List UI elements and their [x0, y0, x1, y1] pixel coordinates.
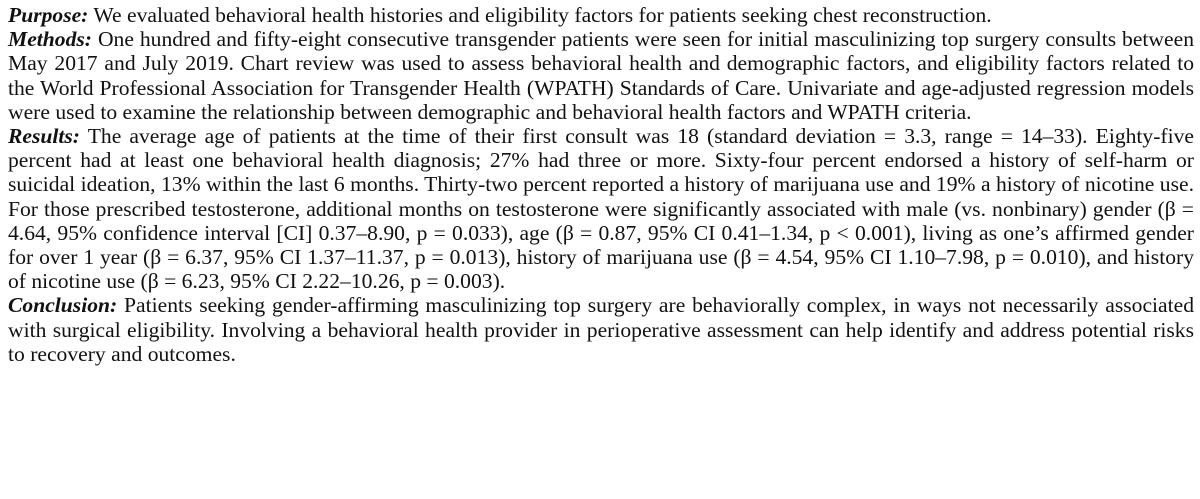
methods-text: One hundred and fifty-eight consecutive transgender patients were seen for initial masculinizing top surgery consults between May 2017 and July 2019. Chart review was used to assess behavioral health and demographic factors, and eligibility factors related to the World Professional Association for Transgender Health (WPATH) Standards of Care. Univariate and age-adjusted regression models were used to examine the relationship between demographic and behavioral health factors and WPATH criteria. — [8, 27, 1194, 124]
results-label: Results: — [8, 124, 80, 149]
abstract-body — [8, 3, 1194, 366]
purpose-text: We evaluated behavioral health histories and eligibility factors for patients seeking chest reconstruction. — [93, 3, 992, 27]
methods-label: Methods: — [8, 27, 92, 52]
results-section — [8, 124, 1194, 293]
results-text: The average age of patients at the time of their first consult was 18 (standard deviation = 3.3, range = 14–33). Eighty-five percent had at least one behavioral health diagnosis; 27% had three or more. Sixty-four percent endorsed a history of self-harm or suicidal ideation, 13% within the last 6 months. Thirty-two percent reported a history of marijuana use and 19% a history of nicotine use. For those prescribed testosterone, additional months on testosterone were significantly associated with male (vs. nonbinary) gender (β = 4.64, 95% confidence interval [CI] 0.37–8.90, p = 0.033), age (β = 0.87, 95% CI 0.41–1.34, p < 0.001), living as one’s affirmed gender for over 1 year (β = 6.37, 95% CI 1.37–11.37, p = 0.013), history of marijuana use (β = 4.54, 95% CI 1.10–7.98, p = 0.010), and history of nicotine use (β = 6.23, 95% CI 2.22–10.26, p = 0.003). — [8, 124, 1194, 294]
conclusion-label: Conclusion: — [8, 293, 118, 318]
purpose-section — [8, 3, 1194, 27]
conclusion-section — [8, 293, 1194, 366]
conclusion-text: Patients seeking gender-affirming masculinizing top surgery are behaviorally complex, in ways not necessarily associated with surgical eligibility. Involving a behavioral health provider in perioperative assessment can help identify and address potential risks to recovery and outcomes. — [8, 293, 1194, 366]
purpose-label: Purpose: — [8, 3, 89, 27]
methods-section — [8, 27, 1194, 124]
